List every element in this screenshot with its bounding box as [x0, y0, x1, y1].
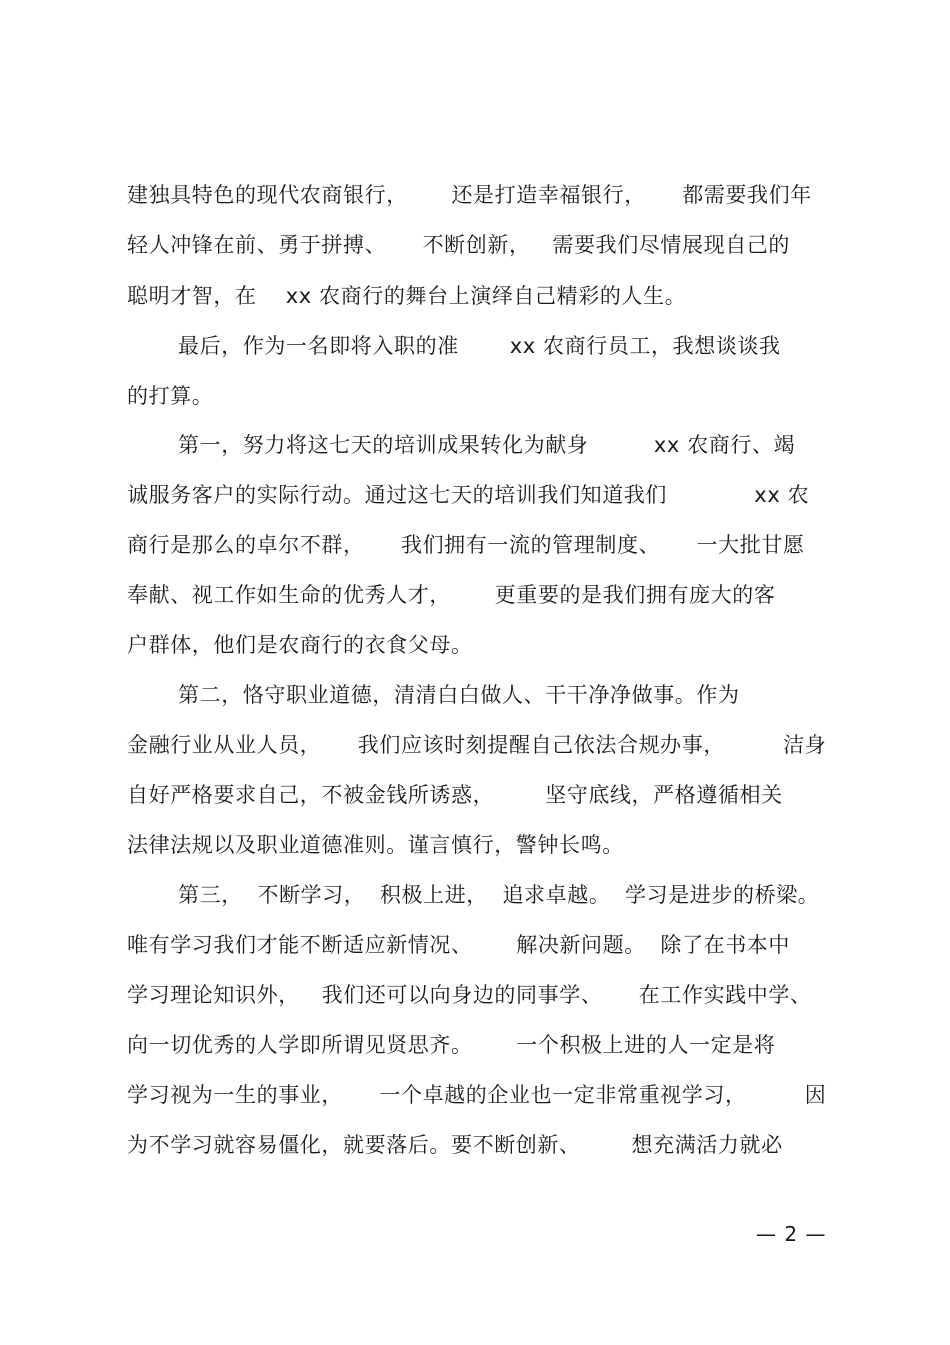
text-line: 的打算。 — [127, 384, 214, 408]
text-line: 户群体，他们是农商行的衣食父母。 — [127, 633, 473, 657]
text-line: 学习视为一生的事业， 一个卓越的企业也一定非常重视学习， 因 — [127, 1083, 827, 1107]
paragraph-start-line: 第一，努力将这七天的培训成果转化为献身 xx 农商行、竭 — [178, 433, 796, 457]
text-line: 金融行业从业人员， 我们应该时刻提醒自己依法合规办事， 洁身 — [127, 733, 827, 757]
text-line: 学习理论知识外， 我们还可以向身边的同事学、 在工作实践中学、 — [127, 983, 812, 1007]
text-line: 唯有学习我们才能不断适应新情况、 解决新问题。 除了在书本中 — [127, 933, 790, 957]
text-line: 轻人冲锋在前、勇于拼搏、 不断创新， 需要我们尽情展现自己的 — [127, 233, 790, 257]
text-line: 奉献、视工作如生命的优秀人才， 更重要的是我们拥有庞大的客 — [127, 583, 776, 607]
text-line: 为不学习就容易僵化，就要落后。要不断创新、 想充满活力就必 — [127, 1133, 783, 1157]
text-line: 聪明才智，在 xx 农商行的舞台上演绎自己精彩的人生。 — [127, 284, 687, 308]
text-line: 自好严格要求自己，不被金钱所诱惑， 坚守底线，严格遵循相关 — [127, 783, 783, 807]
text-line: 法律法规以及职业道德准则。谨言慎行，警钟长鸣。 — [127, 833, 624, 857]
text-line: 向一切优秀的人学即所谓见贤思齐。 一个积极上进的人一定是将 — [127, 1033, 776, 1057]
paragraph-start-line: 第二，恪守职业道德，清清白白做人、干干净净做事。作为 — [178, 683, 740, 707]
page-number: — 2 — — [756, 1222, 827, 1246]
text-line: 商行是那么的卓尔不群， 我们拥有一流的管理制度、 一大批甘愿 — [127, 533, 805, 557]
paragraph-start-line: 第三， 不断学习， 积极上进， 追求卓越。 学习是进步的桥梁。 — [178, 883, 820, 907]
text-line: 建独具特色的现代农商银行， 还是打造幸福银行， 都需要我们年 — [127, 183, 812, 207]
text-line: 诚服务客户的实际行动。通过这七天的培训我们知道我们 xx 农 — [127, 483, 810, 507]
paragraph-start-line: 最后，作为一名即将入职的准 xx 农商行员工，我想谈谈我 — [178, 334, 781, 358]
